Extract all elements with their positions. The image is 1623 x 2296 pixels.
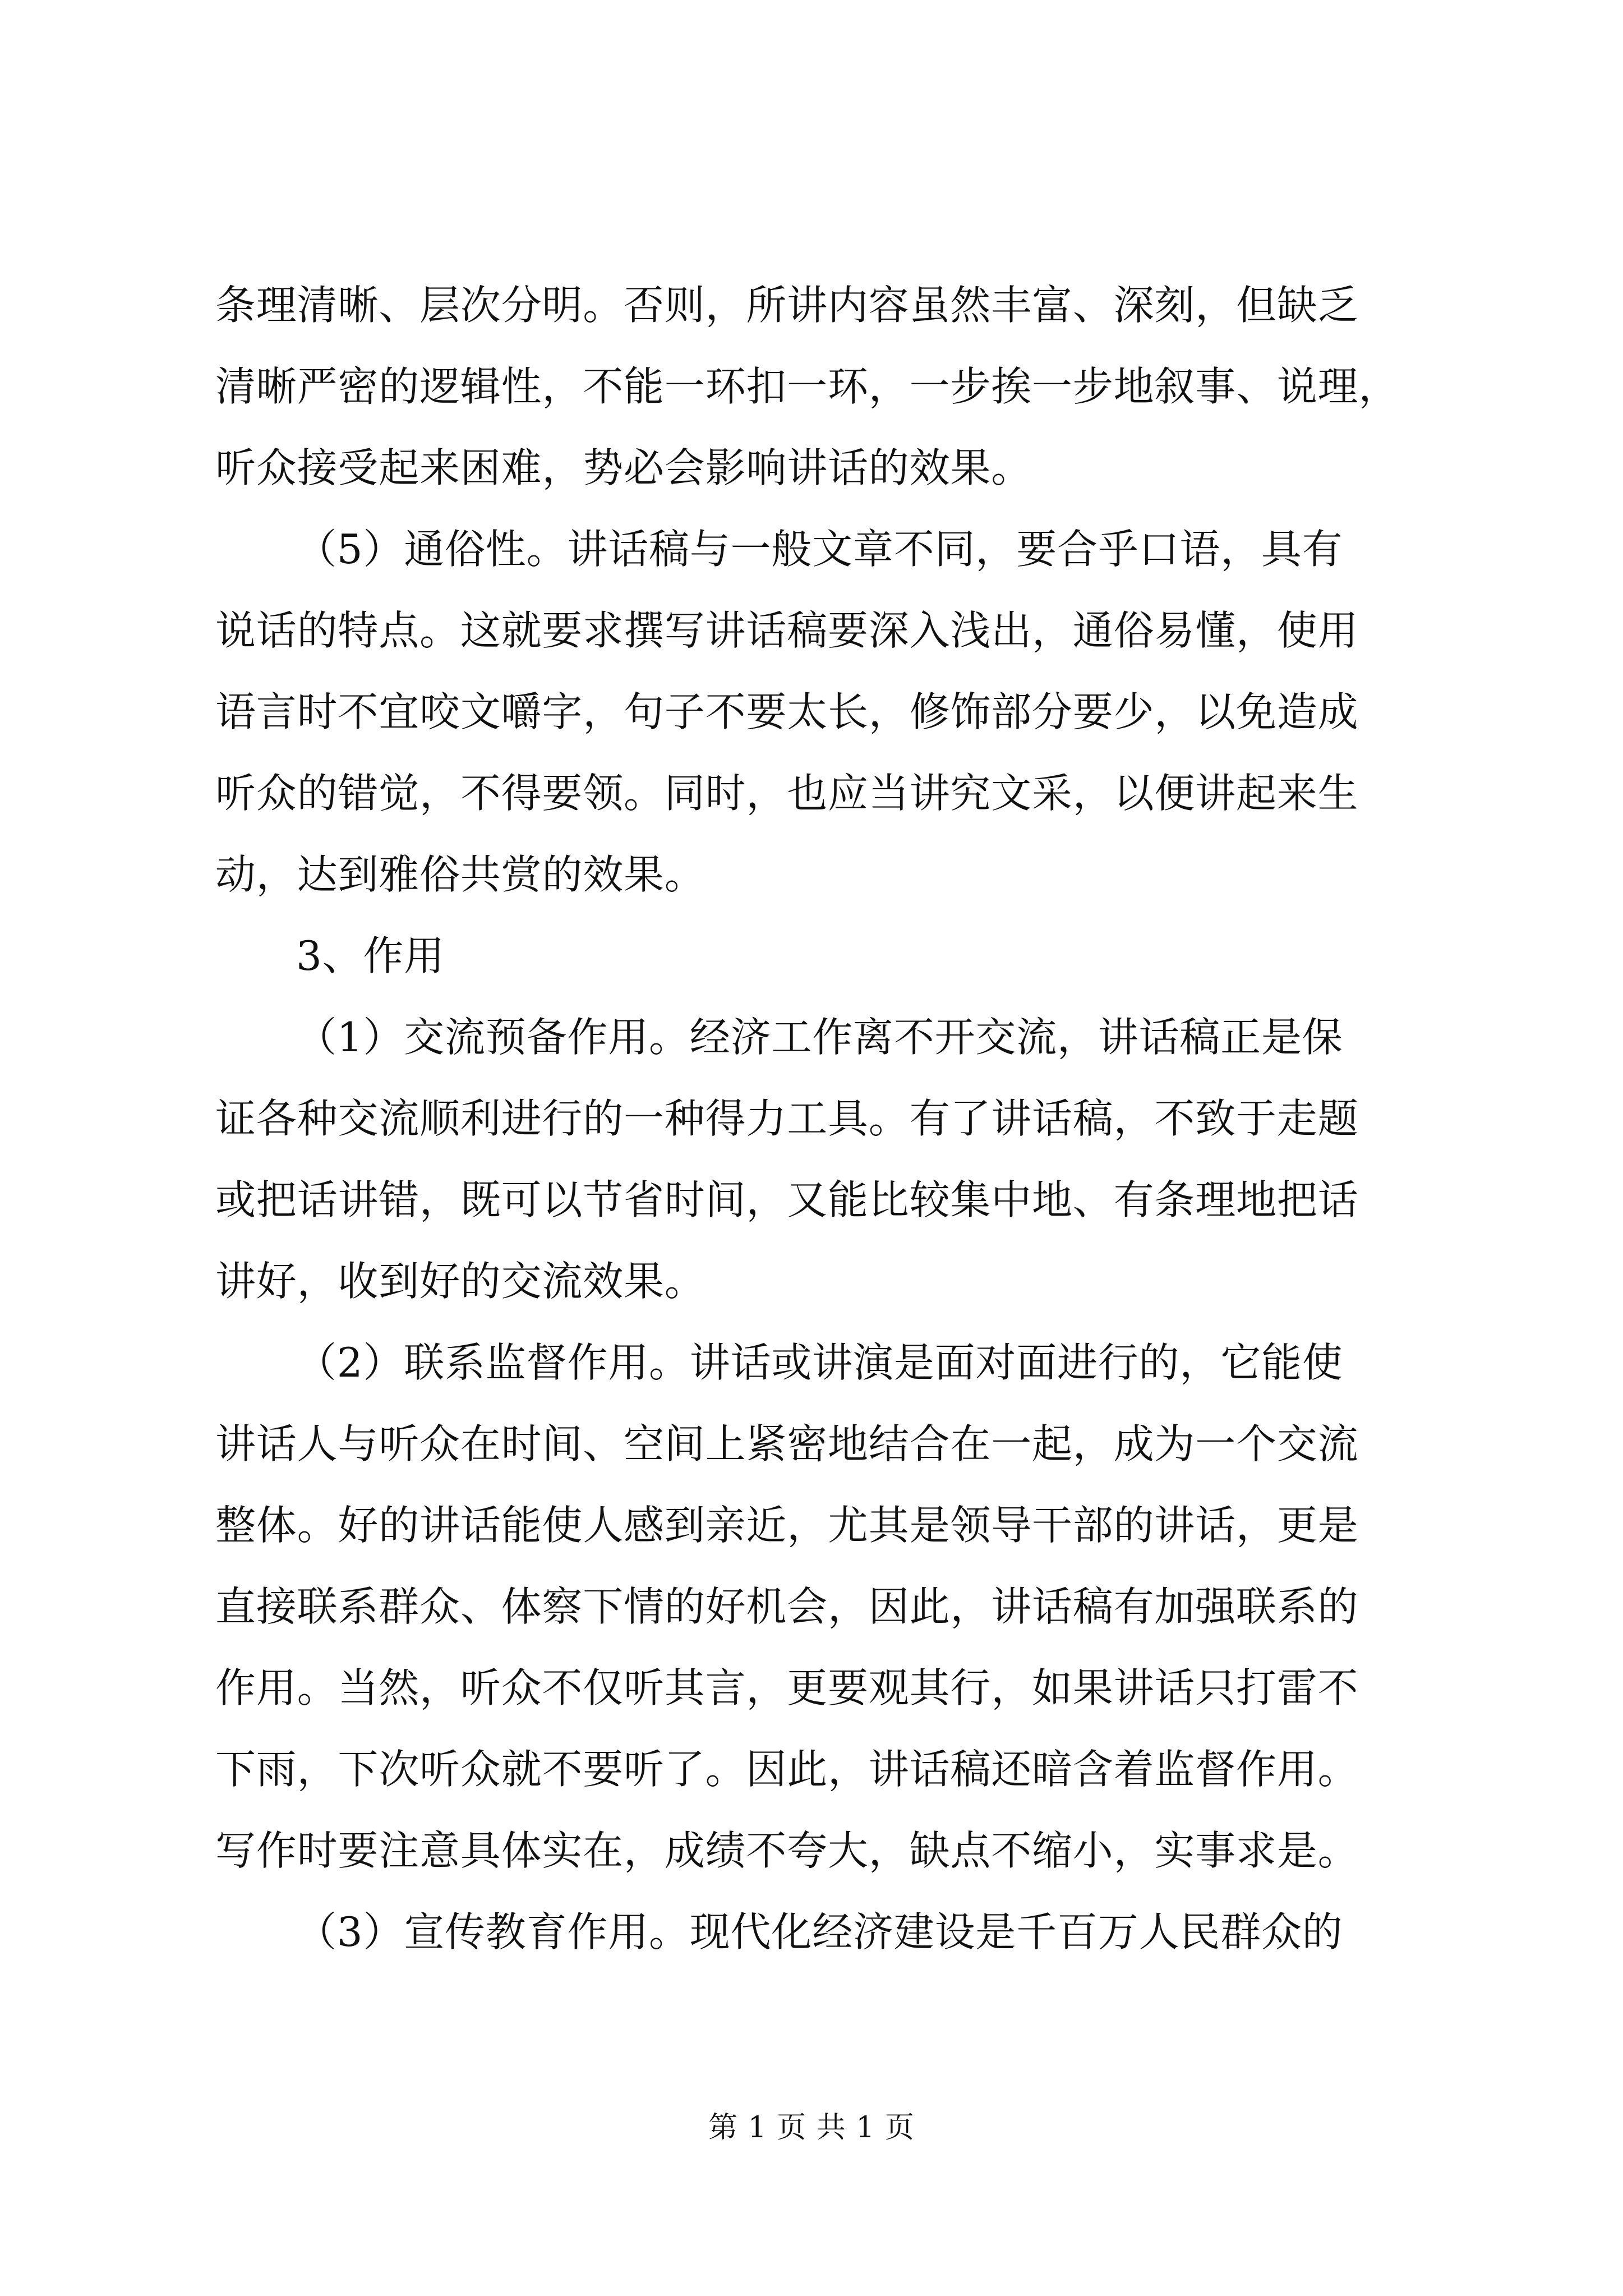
text-line: 听众接受起来困难，势必会影响讲话的效果。	[215, 444, 1032, 491]
text-line: 听众的错觉，不得要领。同时，也应当讲究文采，以便讲起来生	[215, 770, 1359, 817]
section-heading: 3、作用	[296, 932, 445, 979]
page-footer: 第 1 页 共 1 页	[708, 2111, 915, 2145]
text-line: 讲好，收到好的交流效果。	[215, 1258, 706, 1305]
text-line: 语言时不宜咬文嚼字，句子不要太长，修饰部分要少，以免造成	[215, 688, 1359, 735]
text-line: 直接联系群众、体察下情的好机会，因此，讲话稿有加强联系的	[215, 1583, 1359, 1630]
text-line: 写作时要注意具体实在，成绩不夸大，缺点不缩小，实事求是。	[215, 1827, 1359, 1874]
text-line: 条理清晰、层次分明。否则，所讲内容虽然丰富、深刻，但缺乏	[215, 282, 1359, 329]
text-line: 讲话人与听众在时间、空间上紧密地结合在一起，成为一个交流	[215, 1420, 1359, 1467]
text-line: 清晰严密的逻辑性，不能一环扣一环，一步挨一步地叙事、说理，	[215, 363, 1400, 410]
paragraph-first-line: （3）宣传教育作用。现代化经济建设是千百万人民群众的	[296, 1908, 1343, 1955]
paragraph-first-line: （5）通俗性。讲话稿与一般文章不同，要合乎口语，具有	[296, 526, 1343, 573]
text-line: 整体。好的讲话能使人感到亲近，尤其是领导干部的讲话，更是	[215, 1502, 1359, 1549]
paragraph-first-line: （1）交流预备作用。经济工作离不开交流，讲话稿正是保	[296, 1014, 1343, 1061]
paragraph-first-line: （2）联系监督作用。讲话或讲演是面对面进行的，它能使	[296, 1339, 1343, 1386]
text-line: 作用。当然，听众不仅听其言，更要观其行，如果讲话只打雷不	[215, 1664, 1359, 1711]
text-line: 动，达到雅俗共赏的效果。	[215, 851, 706, 898]
body-text	[215, 265, 1432, 1973]
text-line: 证各种交流顺利进行的一种得力工具。有了讲话稿，不致于走题	[215, 1095, 1359, 1142]
text-line: 下雨，下次听众就不要听了。因此，讲话稿还暗含着监督作用。	[215, 1746, 1359, 1793]
text-line: 说话的特点。这就要求撰写讲话稿要深入浅出，通俗易懂，使用	[215, 607, 1359, 654]
text-line: 或把话讲错，既可以节省时间，又能比较集中地、有条理地把话	[215, 1176, 1359, 1223]
